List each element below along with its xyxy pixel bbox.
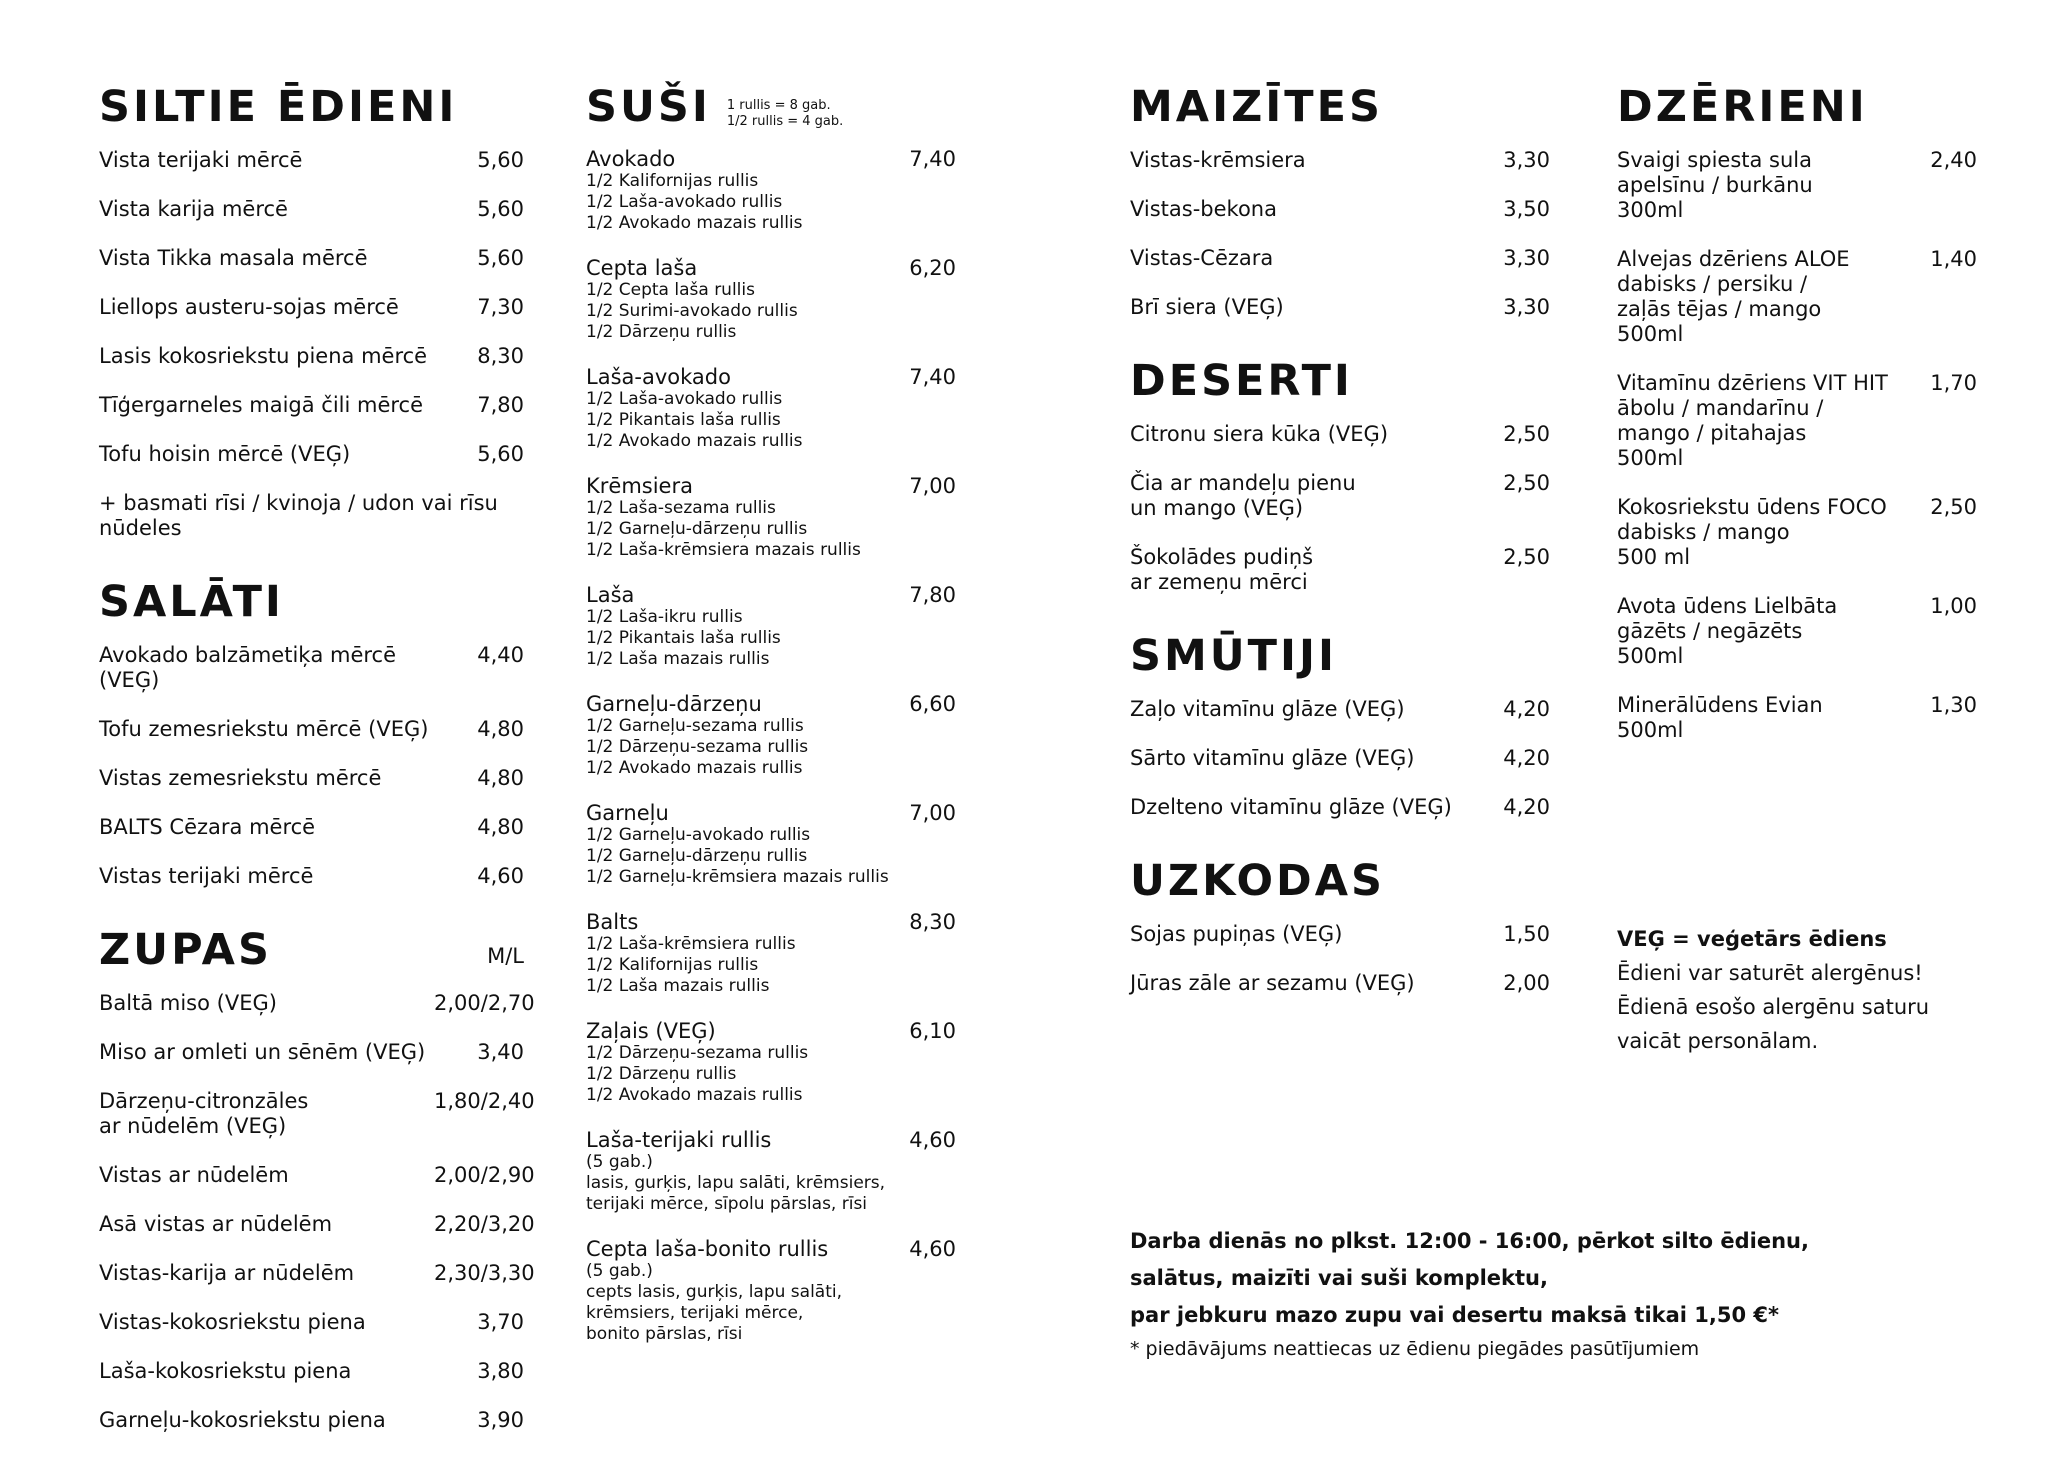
section-header [99, 927, 524, 991]
item-list [1130, 697, 1550, 820]
item-list [1130, 422, 1550, 595]
menu-item-price: 3,50 [1503, 197, 1550, 221]
menu-item [1130, 697, 1550, 722]
menu-item [99, 246, 524, 271]
section-title: MAIZĪTES [1130, 82, 1383, 132]
menu-item-name: Šokolādes pudiņš ar zemeņu mērci [1130, 545, 1314, 594]
menu-item-price: 4,80 [477, 815, 524, 839]
sushi-set [586, 693, 956, 779]
menu-item [99, 766, 524, 791]
menu-item-name: Garneļu-kokosriekstu piena [99, 1408, 386, 1432]
sushi-set-contents: 1/2 Cepta laša rullis 1/2 Surimi-avokado rullis 1/2 Dārzeņu rullis [586, 280, 798, 342]
menu-item [1130, 922, 1550, 947]
sushi-set-name: Avokado [586, 147, 676, 171]
item-list [1617, 148, 1977, 743]
menu-item-name: Vistas-bekona [1130, 197, 1277, 221]
menu-item [99, 643, 524, 693]
menu-item-name: Avota ūdens Lielbāta gāzēts / negāzēts 500ml [1617, 594, 1838, 668]
menu-item [99, 1212, 535, 1237]
menu-item-name: Zaļo vitamīnu glāze (VEĢ) [1130, 697, 1405, 721]
sushi-set-price: 7,80 [909, 583, 956, 607]
menu-item-price: 1,80/2,40 [434, 1089, 535, 1113]
menu-item [99, 1261, 535, 1286]
menu-item [1617, 693, 1977, 743]
sushi-set-contents: 1/2 Laša-avokado rullis 1/2 Pikantais laša rullis 1/2 Avokado mazais rullis [586, 389, 803, 451]
portion-note [727, 98, 843, 130]
menu-item [1617, 247, 1977, 347]
sushi-set-name: Garneļu [586, 801, 669, 825]
promo-line: Darba dienās no plkst. 12:00 - 16:00, pērkot silto ēdienu, [1130, 1229, 1809, 1253]
menu-item-name: Sojas pupiņas (VEĢ) [1130, 922, 1343, 946]
sushi-set [586, 1020, 956, 1106]
menu-item-price: 4,60 [477, 864, 524, 888]
item-list [99, 643, 524, 889]
section-uzkodas [1130, 858, 1550, 996]
sushi-set-contents: 1/2 Dārzeņu-sezama rullis 1/2 Dārzeņu rullis 1/2 Avokado mazais rullis [586, 1043, 809, 1105]
menu-item-price: 3,30 [1503, 246, 1550, 270]
menu-item [99, 344, 524, 369]
sushi-set-name: Cepta laša-bonito rullis [586, 1237, 829, 1261]
section-dzerieni [1617, 84, 1977, 743]
menu-item-price: 2,50 [1503, 545, 1550, 569]
menu-item-price: 2,50 [1503, 422, 1550, 446]
menu-item [99, 393, 524, 418]
menu-item-name: Vitamīnu dzēriens VIT HIT ābolu / mandarīnu / mango / pitahajas 500ml [1617, 371, 1888, 470]
item-list [99, 148, 524, 467]
section-title: SILTIE ĒDIENI [99, 82, 458, 132]
sushi-set-name: Zaļais (VEĢ) [586, 1019, 716, 1043]
menu-item-name: Asā vistas ar nūdelēm [99, 1212, 333, 1236]
menu-item-name: Miso ar omleti un sēnēm (VEĢ) [99, 1040, 426, 1064]
menu-item [99, 1359, 524, 1384]
menu-item-price: 2,50 [1503, 471, 1550, 495]
menu-item-price: 3,70 [477, 1310, 524, 1334]
sushi-set-contents: 1/2 Garneļu-avokado rullis 1/2 Garneļu-dārzeņu rullis 1/2 Garneļu-krēmsiera mazais rullis [586, 825, 889, 887]
sushi-set-contents: 1/2 Laša-ikru rullis 1/2 Pikantais laša rullis 1/2 Laša mazais rullis [586, 607, 781, 669]
lunch-promo [1130, 1223, 1930, 1364]
section-title: SUŠI [586, 82, 711, 132]
section-title: DZĒRIENI [1617, 82, 1868, 132]
menu-item-price: 2,00 [1503, 971, 1550, 995]
side-dish-note: + basmati rīsi / kvinoja / udon vai rīsu nūdeles [99, 491, 498, 540]
menu-item-price: 4,80 [477, 717, 524, 741]
item-list [1130, 148, 1550, 320]
sushi-set-price: 4,60 [909, 1128, 956, 1152]
menu-item [99, 1163, 535, 1188]
menu-item-price: 8,30 [477, 344, 524, 368]
section-title: UZKODAS [1130, 856, 1385, 906]
menu-item-name: Vistas-kokosriekstu piena [99, 1310, 366, 1334]
sushi-set-price: 6,10 [909, 1019, 956, 1043]
menu-item-name: Jūras zāle ar sezamu (VEĢ) [1130, 971, 1415, 995]
menu-item-price: 1,70 [1930, 371, 1977, 395]
sushi-set-price: 7,40 [909, 147, 956, 171]
sushi-set [586, 802, 956, 888]
menu-column-sushi [586, 84, 956, 1368]
menu-item-price: 1,30 [1930, 693, 1977, 717]
menu-item-name: Vista Tikka masala mērcē [99, 246, 368, 270]
menu-item [1130, 422, 1550, 447]
menu-item-price: 4,80 [477, 766, 524, 790]
sushi-set-price: 7,00 [909, 474, 956, 498]
sushi-set [586, 475, 956, 561]
sushi-set-header [586, 911, 956, 934]
sushi-set [586, 148, 956, 234]
menu-item [1130, 971, 1550, 996]
menu-item-price: 1,50 [1503, 922, 1550, 946]
menu-item [1130, 295, 1550, 320]
section-title: ZUPAS [99, 925, 272, 975]
menu-item-name: Vista terijaki mērcē [99, 148, 303, 172]
menu-item-name: Čia ar mandeļu pienu un mango (VEĢ) [1130, 471, 1356, 520]
menu-item-price: 5,60 [477, 148, 524, 172]
sushi-set-price: 7,00 [909, 801, 956, 825]
sushi-set-price: 7,40 [909, 365, 956, 389]
menu-item-name: Vistas zemesriekstu mērcē [99, 766, 382, 790]
menu-item-price: 3,40 [477, 1040, 524, 1064]
menu-item [1130, 471, 1550, 521]
menu-item-price: 3,30 [1503, 148, 1550, 172]
sushi-set-header [586, 475, 956, 498]
menu-item [99, 148, 524, 173]
sushi-set-header [586, 1238, 956, 1261]
menu-item-price: 3,80 [477, 1359, 524, 1383]
menu-item [99, 1089, 535, 1139]
menu-item-name: Alvejas dzēriens ALOE dabisks / persiku / zaļās tējas / mango 500ml [1617, 247, 1850, 346]
menu-item-price: 7,80 [477, 393, 524, 417]
menu-item-name: Minerālūdens Evian 500ml [1617, 693, 1823, 742]
menu-column-drinks [1617, 84, 1977, 773]
sushi-set-name: Balts [586, 910, 639, 934]
sushi-set-name: Garneļu-dārzeņu [586, 692, 762, 716]
menu-item-price: 2,00/2,90 [434, 1163, 535, 1187]
menu-item [99, 1040, 524, 1065]
menu-item-price: 1,40 [1930, 247, 1977, 271]
sushi-set-name: Krēmsiera [586, 474, 693, 498]
sushi-set-header [586, 257, 956, 280]
menu-item [1130, 545, 1550, 595]
menu-item-price: 2,20/3,20 [434, 1212, 535, 1236]
sushi-set-header [586, 802, 956, 825]
menu-column-3 [1130, 84, 1550, 1026]
sushi-set-contents: 1/2 Laša-sezama rullis 1/2 Garneļu-dārzeņu rullis 1/2 Laša-krēmsiera mazais rullis [586, 498, 861, 560]
section-siltie-edieni [99, 84, 524, 541]
legend-line: VEĢ = veģetārs ēdiens [1617, 927, 1887, 951]
vegetarian-legend [1617, 922, 1977, 1058]
size-label: M/L [487, 944, 524, 968]
sushi-set-price: 8,30 [909, 910, 956, 934]
menu-item [1130, 197, 1550, 222]
menu-item [99, 197, 524, 222]
section-title: SMŪTIJI [1130, 631, 1338, 681]
menu-item [99, 815, 524, 840]
menu-item [1130, 148, 1550, 173]
menu-item-name: Laša-kokosriekstu piena [99, 1359, 352, 1383]
menu-item [99, 1310, 524, 1335]
sushi-set-price: 6,20 [909, 256, 956, 280]
promo-footnote: * piedāvājums neattiecas uz ēdienu piegādes pasūtījumiem [1130, 1338, 1700, 1360]
menu-item-name: Vistas-Cēzara [1130, 246, 1274, 270]
menu-item-name: Liellops austeru-sojas mērcē [99, 295, 399, 319]
sushi-list [586, 148, 956, 1345]
item-list [99, 991, 535, 1433]
sushi-set-contents: 1/2 Laša-krēmsiera rullis 1/2 Kalifornijas rullis 1/2 Laša mazais rullis [586, 934, 796, 996]
sushi-set-header [586, 693, 956, 716]
menu-column-1 [99, 82, 535, 1463]
menu-item [1617, 594, 1977, 669]
menu-item-price: 4,40 [477, 643, 524, 667]
sushi-set [586, 1129, 956, 1215]
section-salati [99, 579, 524, 889]
menu-item-name: Citronu siera kūka (VEĢ) [1130, 422, 1389, 446]
menu-item-price: 4,20 [1503, 795, 1550, 819]
legend-line: vaicāt personālam. [1617, 1029, 1819, 1053]
sushi-set-contents: (5 gab.) cepts lasis, gurķis, lapu salāti, krēmsiers, terijaki mērce, bonito pārslas, rīsi [586, 1261, 843, 1344]
menu-item [1617, 495, 1977, 570]
legend-line: Ēdieni var saturēt alergēnus! [1617, 961, 1923, 985]
portion-note-line: 1/2 rullis = 4 gab. [726, 114, 844, 129]
menu-item [1617, 148, 1977, 223]
menu-item-name: Vistas terijaki mērcē [99, 864, 314, 888]
menu-item-price: 3,30 [1503, 295, 1550, 319]
menu-item-name: Vista karija mērcē [99, 197, 288, 221]
menu-item-name: Lasis kokosriekstu piena mērcē [99, 344, 428, 368]
section-maizites [1130, 84, 1550, 320]
item-list [1130, 922, 1550, 996]
sushi-set [586, 257, 956, 343]
menu-item-name: Vistas-karija ar nūdelēm [99, 1261, 355, 1285]
menu-item-price: 5,60 [477, 442, 524, 466]
menu-item-price: 5,60 [477, 246, 524, 270]
section-smutiji [1130, 633, 1550, 820]
menu-item-price: 2,50 [1930, 495, 1977, 519]
menu-item-name: Vistas-krēmsiera [1130, 148, 1306, 172]
menu-item-price: 7,30 [477, 295, 524, 319]
sushi-set-name: Laša-avokado [586, 365, 731, 389]
sushi-set-contents: (5 gab.) lasis, gurķis, lapu salāti, krēmsiers, terijaki mērce, sīpolu pārslas, rīsi [586, 1152, 886, 1214]
menu-item-name: Tofu hoisin mērcē (VEĢ) [99, 442, 351, 466]
sushi-set-header [586, 1129, 956, 1152]
sushi-set-name: Laša-terijaki rullis [586, 1128, 772, 1152]
menu-item [99, 295, 524, 320]
legend-line: Ēdienā esošo alergēnu saturu [1617, 995, 1930, 1019]
sushi-set-contents: 1/2 Garneļu-sezama rullis 1/2 Dārzeņu-sezama rullis 1/2 Avokado mazais rullis [586, 716, 809, 778]
menu-item [1130, 746, 1550, 771]
menu-item-name: Sārto vitamīnu glāze (VEĢ) [1130, 746, 1415, 770]
sushi-set-header [586, 1020, 956, 1043]
sushi-set [586, 584, 956, 670]
section-zupas [99, 925, 535, 1433]
menu-item-price: 2,30/3,30 [434, 1261, 535, 1285]
portion-note-line: 1 rullis = 8 gab. [726, 98, 831, 113]
sushi-set-name: Cepta laša [586, 256, 698, 280]
sushi-set-price: 4,60 [909, 1237, 956, 1261]
sushi-set [586, 911, 956, 997]
menu-item-name: Dzelteno vitamīnu glāze (VEĢ) [1130, 795, 1452, 819]
menu-item-price: 3,90 [477, 1408, 524, 1432]
menu-item-price: 1,00 [1930, 594, 1977, 618]
menu-item-name: Brī siera (VEĢ) [1130, 295, 1284, 319]
menu-item [99, 864, 524, 889]
section-title: DESERTI [1130, 356, 1353, 406]
section-deserti [1130, 358, 1550, 595]
menu-item-name: Vistas ar nūdelēm [99, 1163, 289, 1187]
menu-item [99, 442, 524, 467]
sushi-set-name: Laša [586, 583, 635, 607]
menu-item-name: Kokosriekstu ūdens FOCO dabisks / mango 500 ml [1617, 495, 1887, 569]
menu-item [99, 991, 535, 1016]
menu-item-name: BALTS Cēzara mērcē [99, 815, 316, 839]
menu-item-price: 4,20 [1503, 746, 1550, 770]
menu-item-price: 2,00/2,70 [434, 991, 535, 1015]
menu-item [1617, 371, 1977, 471]
menu-item-price: 4,20 [1503, 697, 1550, 721]
promo-line: salātus, maizīti vai suši komplektu, [1130, 1266, 1548, 1290]
menu-item [99, 1408, 524, 1433]
sushi-set [586, 1238, 956, 1345]
menu-item-name: Avokado balzāmetiķa mērcē (VEĢ) [99, 643, 397, 692]
sushi-set-price: 6,60 [909, 692, 956, 716]
sushi-set-header [586, 584, 956, 607]
sushi-set-contents: 1/2 Kalifornijas rullis 1/2 Laša-avokado rullis 1/2 Avokado mazais rullis [586, 171, 803, 233]
menu-item-price: 2,40 [1930, 148, 1977, 172]
menu-item-name: Dārzeņu-citronzāles ar nūdelēm (VEĢ) [99, 1089, 309, 1138]
menu-item [99, 717, 524, 742]
section-header [586, 84, 956, 148]
sushi-set-header [586, 366, 956, 389]
menu-item-name: Tīģergarneles maigā čili mērcē [99, 393, 424, 417]
section-title: SALĀTI [99, 577, 284, 627]
promo-line: par jebkuru mazo zupu vai desertu maksā tikai 1,50 €* [1130, 1303, 1780, 1327]
menu-item-price: 5,60 [477, 197, 524, 221]
sushi-set [586, 366, 956, 452]
menu-item-name: Tofu zemesriekstu mērcē (VEĢ) [99, 717, 429, 741]
menu-item-name: Svaigi spiesta sula apelsīnu / burkānu 300ml [1617, 148, 1813, 222]
menu-item [1130, 246, 1550, 271]
sushi-set-header [586, 148, 956, 171]
menu-item-name: Baltā miso (VEĢ) [99, 991, 277, 1015]
menu-item [1130, 795, 1550, 820]
